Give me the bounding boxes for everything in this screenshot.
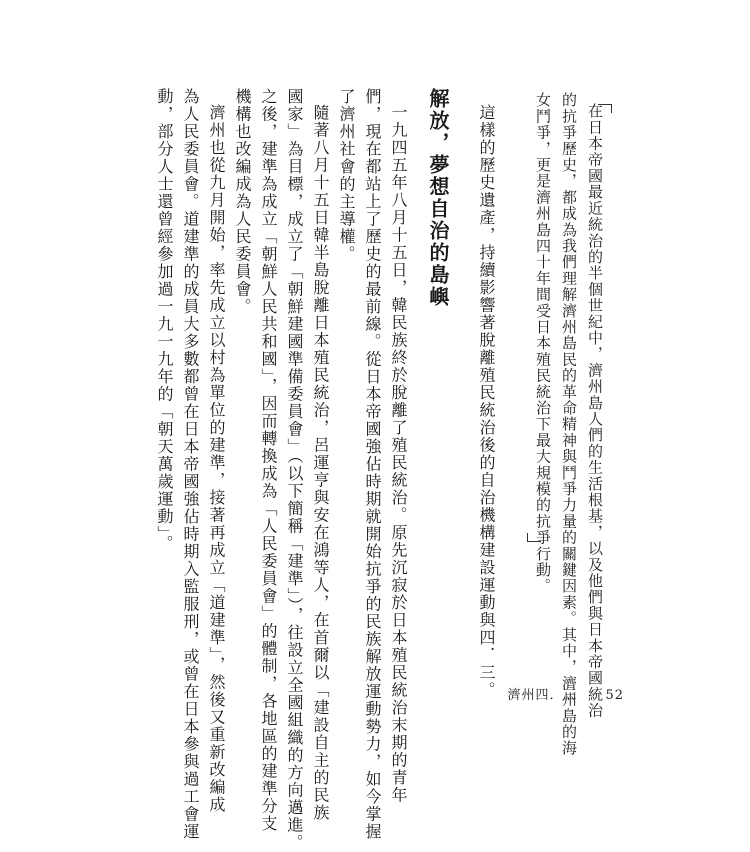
page-number: 52 bbox=[605, 688, 624, 703]
body-line-7: 機構也改編成為人民委員會。 bbox=[233, 88, 252, 316]
quote-close-bracket bbox=[527, 533, 541, 542]
body-line-4: 隨著八月十五日韓半島脫離日本殖民統治，呂運亨與安在鴻等人，在首爾以「建設自主的民族 bbox=[311, 104, 330, 822]
body-line-8: 濟州也從九月開始，率先成立以村為單位的建準，接著再成立「道建準」，然後又重新改編成 bbox=[207, 104, 226, 814]
body-line-1: 一九四五年八月十五日，韓民族終於脫離了殖民統治。原先沉寂於日本殖民統治末期的青年 bbox=[389, 104, 408, 804]
section-heading: 解放，夢想自治的島嶼 bbox=[426, 88, 450, 308]
quote-line-1: 在日本帝國最近統治的半個世紀中，濟州島人們的生活根基，以及他們與日本帝國統治 bbox=[586, 103, 604, 719]
body-line-10: 動，部分人士還曾經參加過一九一九年的「朝天萬歲運動」。 bbox=[155, 88, 174, 553]
running-title: 濟州四．三 bbox=[507, 688, 578, 703]
intro-line: 這樣的歷史遺產，持續影響著脫離殖民統治後的自治機構建設運動與四．三。 bbox=[477, 104, 496, 699]
body-line-5: 國家」為目標，成立了「朝鮮建國準備委員會」（以下簡稱「建準」），往設立全國組織的方向邁進。 bbox=[285, 88, 304, 852]
body-line-2: 們，現在都站上了歷史的最前線。從日本帝國強佔時期就開始抗爭的民族解放運動勢力，如今掌握 bbox=[363, 88, 382, 841]
page-footer bbox=[507, 684, 624, 703]
quote-line-3: 女鬥爭，更是濟州島四十年間受日本殖民統治下最大規模的抗爭行動。 bbox=[534, 92, 552, 595]
body-line-3: 了濟州社會的主導權。 bbox=[337, 88, 356, 263]
body-line-9: 為人民委員會。道建準的成員大多數都曾在日本帝國強佔時期入監服刑，或曾在日本參與過工會運 bbox=[181, 88, 200, 841]
quote-line-2: 的抗爭歷史，都成為我們理解濟州島民的革命精神與鬥爭力量的關鍵因素。其中，濟州島的海 bbox=[560, 92, 578, 757]
body-line-6: 之後，建準為成立「朝鮮人民共和國」，因而轉換成為「人民委員會」的體制，各地區的建準分支 bbox=[259, 88, 278, 833]
